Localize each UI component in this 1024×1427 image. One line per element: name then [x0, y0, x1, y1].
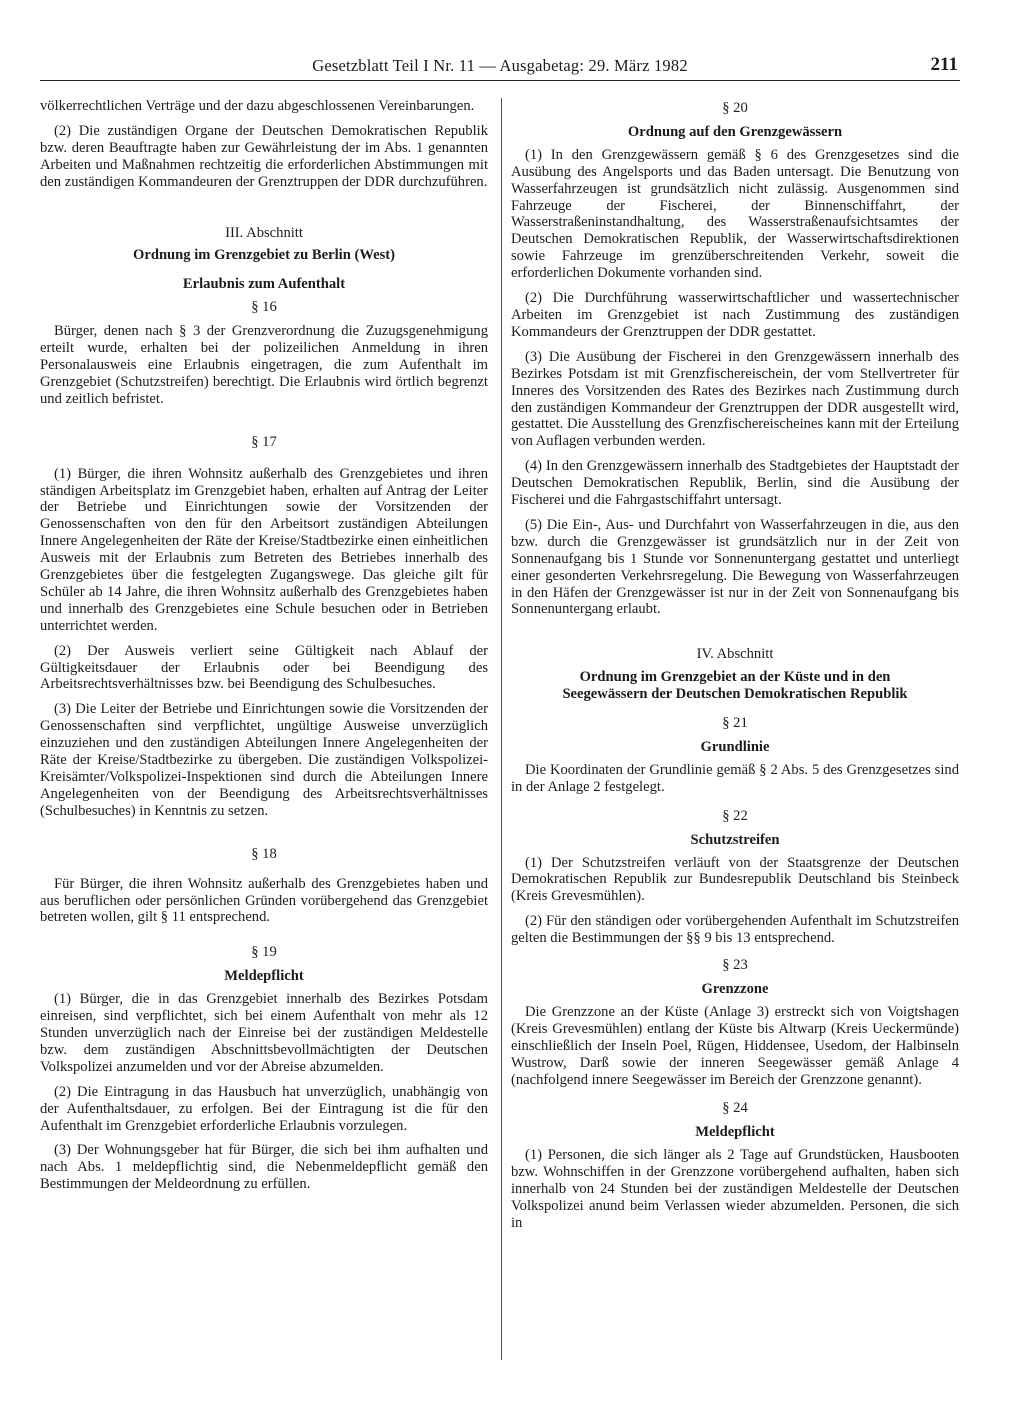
gazette-title: Gesetzblatt Teil I Nr. 11 — Ausgabetag: 29. März 1982 [312, 56, 688, 75]
paragraph-number: § 21 [722, 715, 748, 732]
subsection-heading: Grenzzone [701, 980, 769, 997]
paragraph-number: § 23 [722, 957, 748, 974]
section-heading: Ordnung im Grenzgebiet zu Berlin (West) [133, 247, 395, 264]
section-heading-line-1: Ordnung im Grenzgebiet an der Küste und in den [579, 669, 891, 686]
subsection-heading: Meldepflicht [224, 968, 304, 985]
paragraph-number: § 24 [722, 1100, 748, 1117]
subsection-heading: Grundlinie [700, 739, 770, 755]
paragraph: (1) Der Schutzstreifen verläuft von der Staatsgrenze der Deutschen Demokratischen Republik zur Bundesrepublik Deutschland bis Steinbeck (Kreis Grevesmühlen). [511, 854, 959, 905]
paragraph: (1) Bürger, die in das Grenzgebiet innerhalb des Bezirkes Potsdam einreisen, sind verpflichtet, sich bei einem Aufenthalt von mehr als 12 Stunden unverzüglich nach der Einreise bei der zuständigen Meldestelle bzw. dem zuständigen Abschnittsbevollmächtigten der Deutschen Volkspolizei anzumelden und vor der Abreise abzumelden. [40, 991, 488, 1075]
paragraph: (2) Der Ausweis verliert seine Gültigkeit nach Ablauf der Gültigkeitsdauer der Erlaubnis oder bei Beendigung des Arbeitsrechtsverhältnisses bzw. bei Beendigung des Schulbesuches. [40, 642, 488, 693]
paragraph: (1) Personen, die sich länger als 2 Tage auf Grundstücken, Hausbooten bzw. Wohnschiffen in der Grenzzone vorübergehend aufhalten, haben sich innerhalb von 24 Stunden bei der zuständigen Meldestelle der Deutschen Volkspolizei anund beim Verlassen wieder abzumelden. Personen, die sich in [511, 1147, 959, 1231]
paragraph: (2) Die zuständigen Organe der Deutschen Demokratischen Republik bzw. deren Beauftragte haben zur Gewährleistung der im Abs. 1 genannten Arbeiten und Maßnahmen rechtzeitig die erforderlichen Abstimmungen mit den zuständigen Kommandeuren der Grenztruppen der DDR durchzuführen. [40, 122, 488, 190]
paragraph-number: § 22 [722, 807, 748, 824]
page-header [40, 50, 960, 81]
paragraph: (3) Die Ausübung der Fischerei in den Grenzgewässern innerhalb des Bezirkes Potsdam ist mit Grenzfischereischein, der vom Stellvertreter für Inneres des Vorsitzenden des Rates des Bezirkes nach Zustimmung durch den zuständigen Kommandeur der Grenztruppen der DDR ausgestellt wird, gestattet. Die Ausstellung des Grenzfischereischeines kann mit der Erteilung von Auflagen verbunden werden. [511, 348, 959, 450]
paragraph: (4) In den Grenzgewässern innerhalb des Stadtgebietes der Hauptstadt der Deutschen Demokratischen Republik, Berlin, sind die Ausübung der Fischerei und die Fahrgastschiffahrt untersagt. [511, 458, 959, 509]
paragraph-number: § 16 [251, 299, 277, 316]
paragraph-number: § 20 [722, 100, 748, 116]
right-column [511, 98, 959, 1240]
subsection-heading: Erlaubnis zum Aufenthalt [182, 276, 346, 293]
subsection-heading: Schutzstreifen [690, 831, 780, 848]
subsection-heading: Meldepflicht [695, 1124, 775, 1141]
paragraph: (2) Die Eintragung in das Hausbuch hat unverzüglich, unabhängig von der Aufenthaltsdauer, zu erfolgen. Bei der Eintragung ist die für den Aufenthalt im Grenzgebiet erforderliche Erlaubnis vorzulegen. [40, 1083, 488, 1134]
left-column [40, 98, 488, 1201]
paragraph: Bürger, denen nach § 3 der Grenzverordnung die Zuzugsgenehmigung erteilt wurde, erhalten bei der polizeilichen Anmeldung in ihren Personalausweis eine Erlaubnis eingetragen, die zum Aufenthalt im Grenzgebiet (Schutzstreifen) berechtigt. Die Erlaubnis wird örtlich begrenzt und zeitlich befristet. [40, 323, 488, 407]
paragraph: (2) Für den ständigen oder vorübergehenden Aufenthalt im Schutzstreifen gelten die Bestimmungen der §§ 9 bis 13 entsprechend. [511, 913, 959, 947]
paragraph-number: § 19 [251, 944, 277, 961]
paragraph: Die Koordinaten der Grundlinie gemäß § 2 Abs. 5 des Grenzgesetzes sind in der Anlage 2 festgelegt. [511, 761, 959, 795]
section-heading-line-2: Seegewässern der Deutschen Demokratischen Republik [562, 686, 908, 703]
paragraph: (3) Die Leiter der Betriebe und Einrichtungen sowie die Vorsitzenden der Genossenschaften sind verpflichtet, ungültige Ausweise unverzüglich einzuziehen und den zuständigen Abteilungen Innere Angelegenheiten der Räte der Kreise/Stadtbezirke zu übergeben. Die zuständigen Volkspolizei-Kreisämter/Volkspolizei-Inspektionen sind durch die Abteilungen Innere Angelegenheiten von der Beendigung des Arbeitsrechtsverhältnisses (Schulbesuches) in Kenntnis zu setzen. [40, 701, 488, 819]
column-divider [501, 98, 502, 1360]
section-label: IV. Abschnitt [696, 646, 774, 663]
paragraph: (5) Die Ein-, Aus- und Durchfahrt von Wasserfahrzeugen in die, aus den bzw. durch die Grenzgewässer ist grundsätzlich nur in der Zeit von Sonnenaufgang bis 1 Stunde vor Sonnenuntergang gestattet und unterliegt einer gesonderten Verkehrsregelung. Die Bewegung von Wasserfahrzeugen in den Häfen der Grenzgewässer ist nur in der Zeit von Sonnenaufgang bis Sonnenuntergang erlaubt. [511, 516, 959, 618]
paragraph: völkerrechtlichen Verträge und der dazu abgeschlossenen Vereinbarungen. [40, 98, 475, 114]
paragraph-number: § 18 [251, 845, 277, 862]
paragraph: (3) Der Wohnungsgeber hat für Bürger, die sich bei ihm aufhalten und nach Abs. 1 meldepflichtig sind, die Nebenmeldepflicht gemäß den Bestimmungen der Meldeordnung zu erfüllen. [40, 1142, 488, 1193]
paragraph: (2) Die Durchführung wasserwirtschaftlicher und wassertechnischer Arbeiten im Grenzgebiet ist nach Zustimmung des zuständigen Kommandeurs der Grenztruppen der DDR gestattet. [511, 290, 959, 340]
paragraph: (1) Bürger, die ihren Wohnsitz außerhalb des Grenzgebietes und ihren ständigen Arbeitsplatz im Grenzgebiet haben, erhalten auf Antrag der Leiter der Betriebe und Einrichtungen sowie der Vorsitzenden der Genossenschaften von den für den Arbeitsort zuständigen Abteilungen Innere Angelegenheiten der Räte der Kreise/Stadtbezirke einen einheitlichen Ausweis mit der Erlaubnis zum Betreten des Betriebes innerhalb des Grenzgebietes über die festgelegten Zugangswege. Das gleiche gilt für Schüler ab 14 Jahre, die ihren Wohnsitz außerhalb des Grenzgebietes haben und innerhalb des Grenzgebietes eine Schule besuchen oder in Betrieben unterrichtet werden. [40, 465, 488, 634]
paragraph: (1) In den Grenzgewässern gemäß § 6 des Grenzgesetzes sind die Ausübung des Angelsports und das Baden untersagt. Die Benutzung von Wasserfahrzeugen ist grundsätzlich nicht zulässig. Ausgenommen sind Fahrzeuge der Fischerei, der Binnenschiffahrt, der Wasserstraßeninstandhaltung, des Wasserstraßenaufsichtsamtes der Deutschen Demokratischen Republik, der Wasserwirtschaftsdirektionen sowie Fahrzeuge im grenzüberschreitenden Verkehr, soweit die erforderlichen Dokumente vorhanden sind. [511, 146, 959, 282]
paragraph: Für Bürger, die ihren Wohnsitz außerhalb des Grenzgebietes haben und aus beruflichen oder persönlichen Gründen vorübergehend das Grenzgebiet betreten wollen, gilt § 11 entsprechend. [40, 875, 488, 926]
subsection-heading: Ordnung auf den Grenzgewässern [627, 123, 843, 140]
paragraph-number: § 17 [251, 433, 277, 450]
section-label: III. Abschnitt [225, 224, 303, 241]
paragraph: Die Grenzzone an der Küste (Anlage 3) erstreckt sich von Voigtshagen (Kreis Grevesmühlen) entlang der Küste bis Altwarp (Kreis Ueckermünde) einschließlich der Inseln Poel, Rügen, Hiddensee, Usedom, der Halbinseln Wustrow, Darß sowie der inneren Seegewässer gemäß Anlage 4 (nachfolgend innere Seegewässer im Bereich der Grenzzone genannt). [511, 1003, 959, 1088]
page-number: 211 [930, 54, 958, 75]
